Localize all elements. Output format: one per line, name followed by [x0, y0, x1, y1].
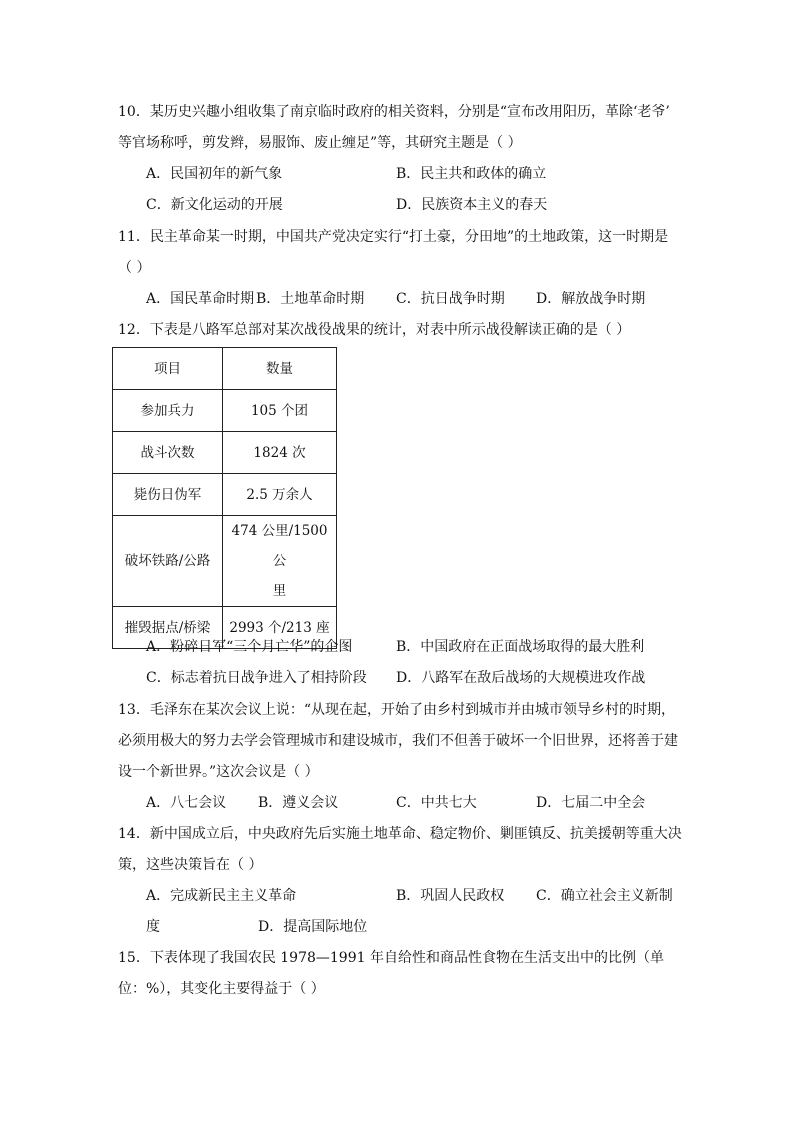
table-cell-item: 战斗次数: [113, 432, 223, 474]
table-row: [113, 474, 337, 516]
q10-stem-line2: 等官场称呼，剪发辫，易服饰、废止缠足”等，其研究主题是（ ）: [118, 135, 522, 151]
q13-stem-line3: 设一个新世界。”这次会议是（ ）: [118, 764, 319, 780]
table-row: [113, 432, 337, 474]
table-cell-value-line2: 里: [272, 583, 287, 599]
q11-stem-line2: （ ）: [118, 260, 151, 276]
q15-stem-line2: 位：%），其变化主要得益于（ ）: [118, 981, 325, 997]
q12-stem: 12．下表是八路军总部对某次战役战果的统计，对表中所示战役解读正确的是（ ）: [118, 322, 631, 338]
table-row: [113, 390, 337, 432]
table-header-row: [113, 348, 337, 390]
q15-stem-line1: 15．下表体现了我国农民 1978—1991 年自给性和商品性食物在生活支出中的比例（单: [118, 950, 664, 966]
q13-option-a: A．八七会议: [146, 795, 227, 811]
q10-option-d: D．民族资本主义的春天: [396, 197, 548, 213]
q11-option-a: A．国民革命时期: [146, 291, 255, 307]
q10-option-b: B．民主共和政体的确立: [396, 166, 547, 182]
q11-option-c: C．抗日战争时期: [396, 291, 505, 307]
q11-stem-line1: 11．民主革命某一时期，中国共产党决定实行“打土豪，分田地”的土地政策，这一时期是: [118, 229, 669, 245]
table-cell-item: 毙伤日伪军: [113, 474, 223, 516]
table-header-cell: 数量: [223, 348, 337, 390]
q12-option-b: B．中国政府在正面战场取得的最大胜利: [396, 639, 645, 655]
q14-option-c-wrap: 度: [146, 919, 160, 935]
table-cell-value: 105 个团: [223, 390, 337, 432]
table-cell-value: 1824 次: [223, 432, 337, 474]
q10-stem-line1: 10．某历史兴趣小组收集了南京临时政府的相关资料，分别是“宣布改用阳历，革除‘老爷’: [118, 104, 670, 120]
q12-option-a: A．粉碎日军“三个月亡华”的企图: [146, 639, 353, 655]
table-cell-item: 摧毁据点/桥梁: [113, 607, 223, 649]
q13-stem-line2: 必须用极大的努力去学会管理城市和建设城市，我们不但善于破坏一个旧世界，还将善于建: [118, 733, 678, 749]
table-cell-value: 2.5 万余人: [223, 474, 337, 516]
q14-option-c: C．确立社会主义新制: [536, 888, 673, 904]
q11-option-d: D．解放战争时期: [536, 291, 646, 307]
q14-option-d: D．提高国际地位: [258, 919, 368, 935]
q12-option-d: D．八路军在敌后战场的大规模进攻作战: [396, 670, 646, 686]
table-row: [113, 516, 337, 607]
q13-option-b: B．遵义会议: [258, 795, 339, 811]
table-cell-item: 参加兵力: [113, 390, 223, 432]
q14-stem-line2: 策，这些决策旨在（ ）: [118, 857, 263, 873]
q11-option-b: B．土地革命时期: [256, 291, 365, 307]
q14-option-a: A．完成新民主主义革命: [146, 888, 297, 904]
q14-option-b: B．巩固人民政权: [396, 888, 505, 904]
q12-option-c: C．标志着抗日战争进入了相持阶段: [146, 670, 367, 686]
q10-option-a: A．民国初年的新气象: [146, 166, 283, 182]
q10-option-c: C．新文化运动的开展: [146, 197, 283, 213]
battle-results-table: [112, 347, 337, 649]
table-header-cell: 项目: [113, 348, 223, 390]
table-cell-item: 破坏铁路/公路: [113, 516, 223, 607]
q13-stem-line1: 13．毛泽东在某次会议上说：“从现在起，开始了由乡村到城市并由城市领导乡村的时期，: [118, 702, 675, 718]
table-cell-value: [223, 516, 337, 607]
table-cell-value-line1: 474 公里/1500 公: [231, 523, 328, 569]
q14-stem-line1: 14．新中国成立后，中央政府先后实施土地革命、稳定物价、剿匪镇反、抗美援朝等重大决: [118, 826, 682, 842]
table-cell-value: 2993 个/213 座: [223, 607, 337, 649]
q13-option-d: D．七届二中全会: [536, 795, 646, 811]
q13-option-c: C．中共七大: [396, 795, 477, 811]
